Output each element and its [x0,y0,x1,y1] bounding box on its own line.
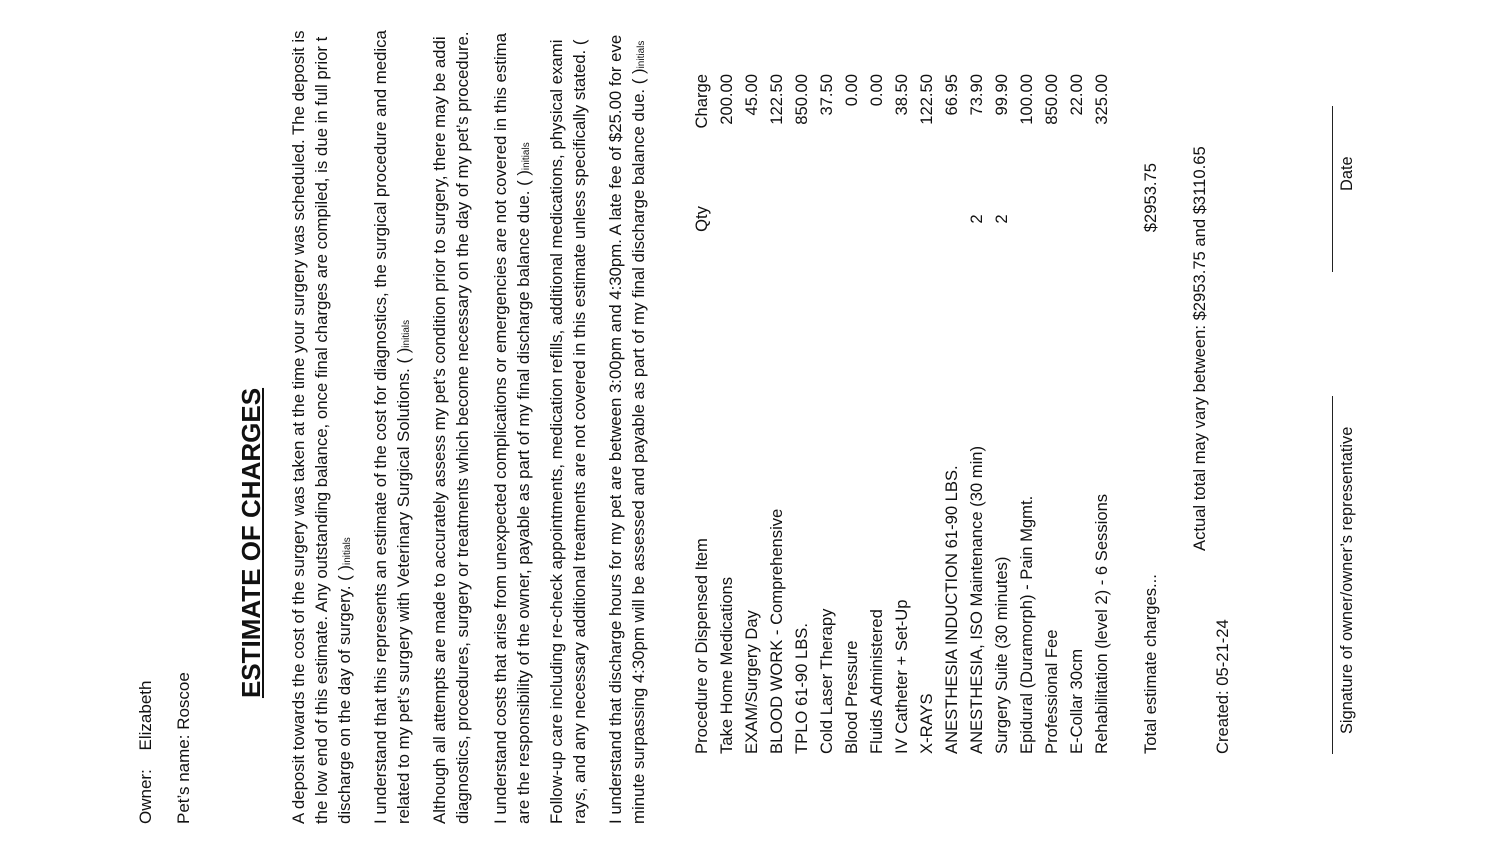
paragraph-line: I understand that this represents an estimate of the cost for diagnostics, the surgical procedure and medica [371,30,390,824]
row-item: Take Home Medications [717,576,736,754]
header-qty: Qty [692,206,711,232]
row-item: Cold Laser Therapy [817,608,836,754]
row-item: TPLO 61-90 LBS. [792,623,811,754]
actual-total-range: Actual total may vary between: $2953.75 and $3110.65 [1190,146,1209,551]
table-row [814,74,839,754]
row-item: IV Catheter + Set-Up [892,599,911,754]
date-label: Date [1338,156,1356,191]
row-item: Professional Fee [1042,629,1061,754]
table-row [964,74,989,754]
paragraph-line: minute surpassing 4:30pm will be assessed and payable as part of my final discharge balance due. ( ) [629,68,648,824]
initials-marker: initials [521,142,532,171]
table-row [939,74,964,754]
total-label: Total estimate charges... [1141,574,1160,754]
row-charge: 122.50 [917,74,936,125]
row-item: Fluids Administered [867,609,886,754]
row-item: EXAM/Surgery Day [742,610,761,754]
row-charge: 45.00 [742,74,761,116]
row-item: Surgery Suite (30 minutes) [992,556,1011,754]
row-item: E-Collar 30cm [1067,648,1086,754]
table-row [889,74,914,754]
complications-paragraph [489,0,538,824]
paragraph-line: the low end of this estimate. Any outstanding balance, once final charges are compiled, is due in full prior t [312,36,331,824]
deposit-paragraph [287,0,359,824]
paragraph-line: Follow-up care including re-check appointments, medication refills, additional medications, physical exami [547,39,566,824]
discharge-paragraph [604,0,653,824]
paragraph-line: rays, and any necessary additional treatments are not covered in this estimate unless specifically stated. ( [570,39,589,824]
date-signature-line [1332,106,1333,272]
table-row [739,74,764,754]
table-row [1014,74,1039,754]
row-charge: 0.00 [867,74,886,107]
row-charge: 22.00 [1067,74,1086,116]
initials-marker: initials [401,319,412,348]
total-value: $2953.75 [1141,163,1160,233]
estimate-understanding-paragraph [369,0,418,824]
row-item: BLOOD WORK - Comprehensive [767,508,786,754]
row-charge: 66.95 [942,74,961,116]
owner-signature-label: Signature of owner/owner’s representative [1338,426,1356,734]
table-row [1089,74,1114,754]
row-charge: 325.00 [1092,74,1111,125]
table-row [1039,74,1064,754]
header-item: Procedure or Dispensed Item [692,538,711,754]
paragraph-line: diagnostics, procedures, surgery or treatments which become necessary on the day of my pet’s procedure. [453,31,472,824]
pet-label: Pet’s name: [174,734,193,824]
row-charge: 0.00 [842,74,861,107]
table-row [839,74,864,754]
paragraph-line: Although all attempts are made to accurately assess my pet’s condition prior to surgery, there may be addi [430,36,449,824]
row-charge: 37.50 [817,74,836,116]
paragraph-line: I understand costs that arise from unexpected complications or emergencies are not covered in this estima [491,33,510,824]
owner-line [136,681,156,824]
paragraph-line: I understand that discharge hours for my pet are between 3:00pm and 4:30pm. A late fee of $25.00 for eve [606,34,625,824]
row-item: Rehabilitation (level 2) - 6 Sessions [1092,493,1111,754]
row-charge: 200.00 [717,74,736,125]
owner-name: Elizabeth [136,680,155,751]
table-row [714,74,739,754]
row-charge: 38.50 [892,74,911,116]
owner-label: Owner: [136,769,155,824]
row-item: ANESTHESIA, ISO Maintenance (30 min) [967,445,986,754]
pet-name: Roscoe [174,672,193,730]
initials-marker: initials [636,40,647,69]
row-charge: 99.90 [992,74,1011,116]
row-charge: 122.50 [767,74,786,125]
paragraph-line: discharge on the day of surgery. ( ) [335,565,354,824]
created-date: Created: 05-21-24 [1213,619,1232,754]
table-row [1064,74,1089,754]
paragraph-line: related to my pet’s surgery with Veterinary Surgical Solutions. ( ) [394,347,413,824]
table-row [914,74,939,754]
follow-up-paragraph [545,0,591,824]
owner-signature-line [1332,396,1333,754]
table-row [989,74,1014,754]
row-item: Epidural (Duramorph) - Pain Mgmt. [1017,495,1036,754]
table-row [864,74,889,754]
paragraph-line: are the responsibility of the owner, payable as part of my final discharge balance due. ( ) [514,170,533,824]
initials-marker: initials [342,537,353,565]
document-title: ESTIMATE OF CHARGES [236,387,266,699]
pet-line [174,672,194,824]
condition-paragraph [428,0,474,824]
row-item: ANESTHESIA INDUCTION 61-90 LBS. [942,465,961,754]
table-row [789,74,814,754]
header-charge: Charge [692,74,711,129]
row-qty: 2 [967,214,986,224]
row-item: Blood Pressure [842,640,861,754]
row-charge: 850.00 [1042,74,1061,125]
table-row [764,74,789,754]
row-charge: 73.90 [967,74,986,116]
row-item: X-RAYS [917,693,936,754]
row-qty: 2 [992,214,1011,224]
paragraph-line: A deposit towards the cost of the surgery was taken at the time your surgery was scheduled. The deposit is [289,30,308,824]
charges-table [689,74,1114,754]
table-header-row [689,74,714,754]
row-charge: 850.00 [792,74,811,125]
row-charge: 100.00 [1017,74,1036,125]
